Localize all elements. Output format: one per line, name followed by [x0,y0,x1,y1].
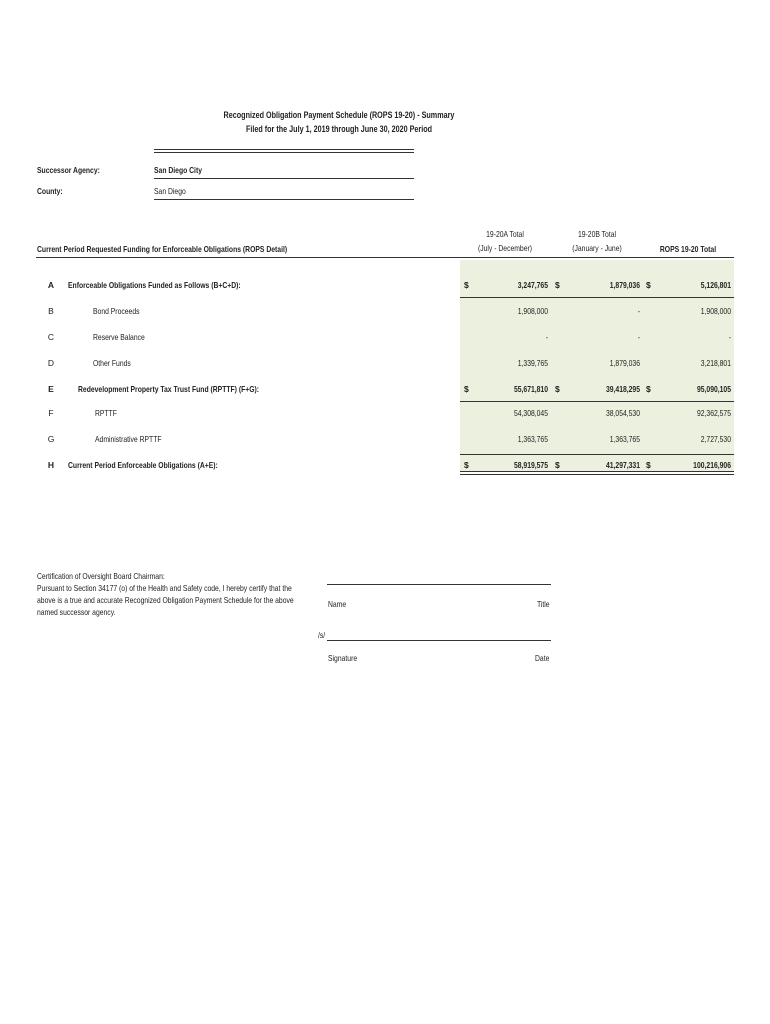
header-rule [36,257,734,258]
value-19-20b: 39,418,295 [605,384,640,394]
col-total-header-text: ROPS 19-20 Total [659,244,717,254]
currency-sign: $ [555,280,560,290]
col-a-header-line2: (July - December) [477,243,533,253]
col-a-header-line1: 19-20A Total [486,229,524,239]
row-letter: B [48,306,54,316]
title-line-2: Filed for the July 1, 2019 through June 30, 2020 Period [245,124,433,134]
signature-label: Signature [328,653,358,663]
value-19-20b: 1,879,036 [609,280,640,290]
currency-sign: $ [646,460,651,470]
col-b-header [552,229,642,253]
currency-sign: $ [555,384,560,394]
value-19-20a: 55,671,810 [513,384,548,394]
value-total: 2,727,530 [700,434,731,444]
value-19-20a: 3,247,765 [517,280,548,290]
value-19-20b: - [637,306,640,316]
successor-agency-value: San Diego City [154,165,202,175]
value-19-20b: 1,879,036 [609,358,640,368]
row-letter: C [47,332,55,342]
successor-agency-underline [154,178,414,179]
row-label: Enforceable Obligations Funded as Follows (B+C+D): [68,280,241,290]
signature-prefix: /s/ [318,630,326,640]
value-19-20a: - [545,332,548,342]
certification-line-1: Certification of Oversight Board Chairman: [37,571,165,581]
value-total: 5,126,801 [700,280,731,290]
certification-text [37,570,358,618]
page-subtitle [0,124,678,134]
name-title-line [327,584,551,585]
row-h-rule-bottom-2 [460,474,734,475]
date-label: Date [535,653,550,663]
title-label: Title [537,599,550,609]
value-19-20a: 58,919,575 [513,460,548,470]
row-a-rule [460,297,734,298]
value-19-20b: 41,297,331 [605,460,640,470]
section-label: Current Period Requested Funding for Enforceable Obligations (ROPS Detail) [37,244,288,254]
row-letter: F [48,408,54,418]
value-total: 95,090,105 [696,384,731,394]
currency-sign: $ [646,384,651,394]
value-19-20a: 1,339,765 [517,358,548,368]
value-total: 1,908,000 [700,306,731,316]
currency-sign: $ [464,460,469,470]
row-label: Administrative RPTTF [95,434,162,444]
certification-line-2: Pursuant to Section 34177 (o) of the Health and Safety code, I hereby certify that the [37,583,292,593]
certification-line-4: named successor agency. [37,607,116,617]
county-underline [154,199,414,200]
value-19-20a: 54,308,045 [513,408,548,418]
row-h-rule-top [460,454,734,455]
row-label: Current Period Enforceable Obligations (A+E): [68,460,218,470]
value-19-20b: 38,054,530 [605,408,640,418]
value-19-20a: 1,908,000 [517,306,548,316]
col-a-header [460,229,550,253]
col-total-header [643,244,733,254]
row-letter: H [47,460,55,470]
row-label: RPTTF [95,408,117,418]
value-total: 3,218,801 [700,358,731,368]
row-letter: D [47,358,55,368]
col-b-header-line1: 19-20B Total [577,229,617,239]
currency-sign: $ [464,384,469,394]
currency-sign: $ [464,280,469,290]
title-line-1: Recognized Obligation Payment Schedule (ROPS 19-20) - Summary [223,110,455,120]
row-label: Redevelopment Property Tax Trust Fund (RPTTF) (F+G): [78,384,260,394]
value-19-20a: 1,363,765 [517,434,548,444]
col-b-header-line2: (January - June) [572,243,622,253]
county-value: San Diego [154,186,186,196]
currency-sign: $ [646,280,651,290]
row-letter: G [47,434,55,444]
certification-line-3: above is a true and accurate Recognized Obligation Payment Schedule for the above [37,595,294,605]
row-letter: E [48,384,54,394]
row-label: Bond Proceeds [93,306,140,316]
row-letter: A [47,280,55,290]
currency-sign: $ [555,460,560,470]
row-h-rule-bottom-1 [460,471,734,472]
name-label: Name [328,599,347,609]
page-title [0,110,678,120]
row-e-rule [460,401,734,402]
value-total: 100,216,906 [693,460,731,470]
value-total: - [728,332,731,342]
value-19-20b: 1,363,765 [609,434,640,444]
signature-line [327,640,551,641]
successor-agency-label: Successor Agency: [37,165,100,175]
value-19-20b: - [637,332,640,342]
row-label: Other Funds [93,358,131,368]
row-label: Reserve Balance [93,332,145,342]
value-total: 92,362,575 [696,408,731,418]
agency-top-rule-2 [154,152,414,153]
county-label: County: [37,186,63,196]
agency-top-rule [154,149,414,150]
